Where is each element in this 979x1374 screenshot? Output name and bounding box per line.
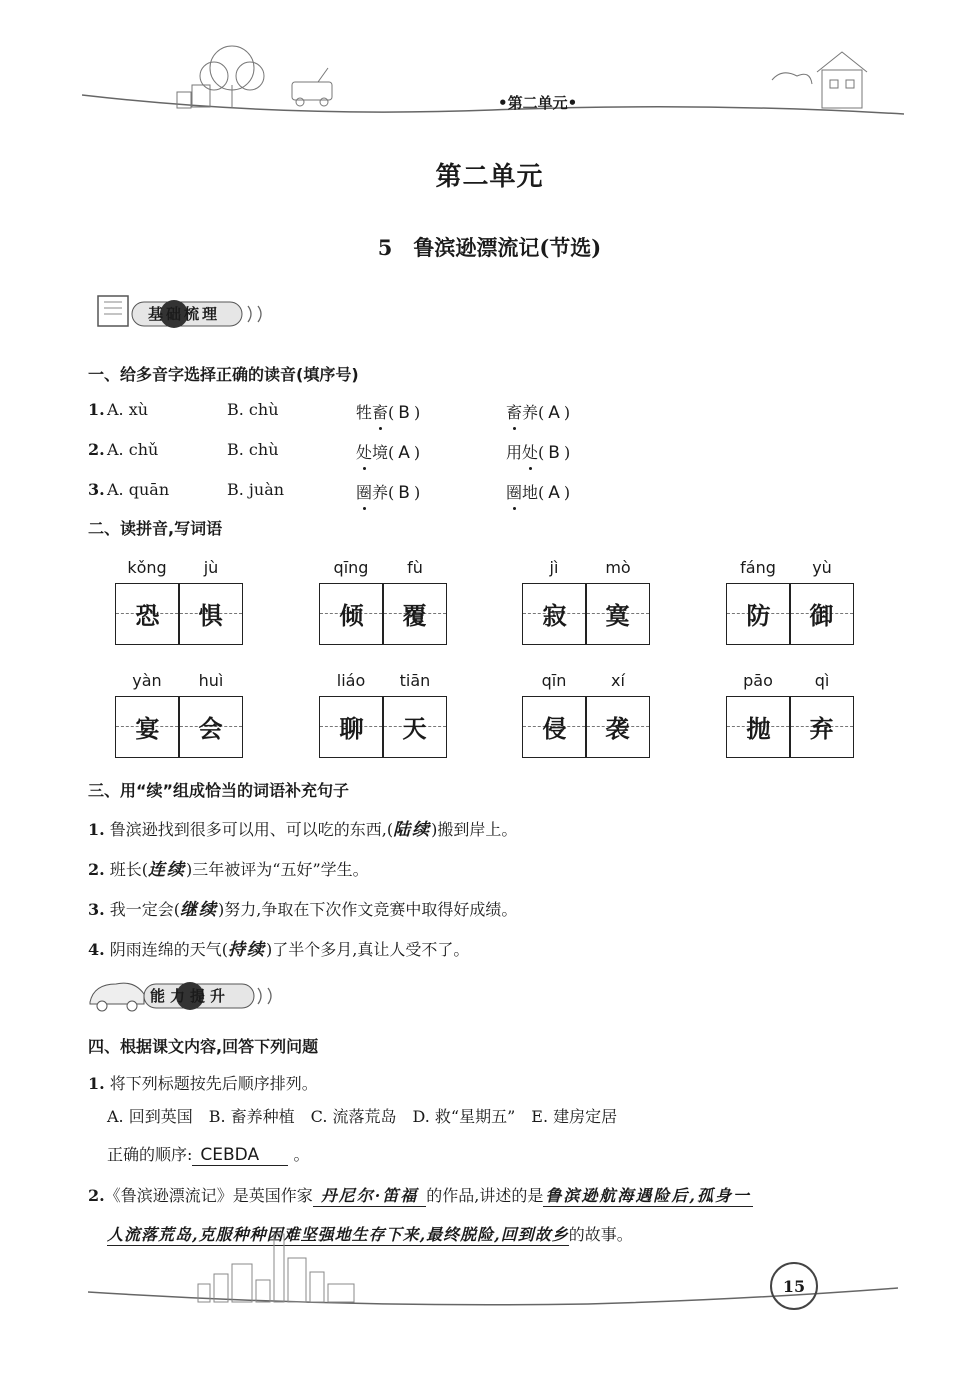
option-a: A. xù	[107, 400, 149, 419]
page-number: 15	[770, 1262, 818, 1310]
character: 天	[402, 714, 427, 743]
character: 袭	[605, 714, 630, 743]
car-illustration	[292, 68, 332, 106]
pinyin: jù	[203, 558, 219, 577]
answer: 持续	[228, 940, 267, 960]
character: 侵	[542, 714, 567, 743]
answer: 连续	[148, 860, 187, 880]
character-box	[319, 696, 447, 758]
word-1: 处境( A )	[356, 440, 420, 463]
character: 防	[746, 601, 771, 630]
option-b: B. chù	[227, 400, 279, 419]
character: 恐	[135, 601, 160, 630]
badge-basic: 基础梳理	[148, 305, 221, 323]
pinyin: huì	[198, 671, 224, 690]
pinyin: yàn	[132, 671, 162, 690]
house-illustration	[772, 52, 867, 108]
character: 宴	[135, 714, 160, 743]
answer: A	[548, 403, 560, 423]
character-box	[726, 583, 854, 645]
pinyin: fáng	[740, 558, 776, 577]
order-answer: CEBDA	[192, 1145, 288, 1166]
section4-title: 四、根据课文内容,回答下列问题	[88, 1037, 319, 1056]
section1-title: 一、给多音字选择正确的读音(填序号)	[88, 365, 359, 384]
row-number: 1.	[88, 400, 105, 419]
section3-item: 4. 阴雨连绵的天气(持续)了半个多月,真让人受不了。	[88, 940, 470, 960]
answer: 陆续	[393, 820, 432, 840]
pinyin: qīn	[541, 671, 567, 690]
option-a: A. chǔ	[107, 440, 159, 459]
character: 会	[198, 714, 223, 743]
answer: A	[398, 443, 410, 463]
character: 御	[809, 601, 834, 630]
lesson-title: 5 鲁滨逊漂流记(节选)	[377, 235, 602, 260]
option-a: A. quān	[107, 480, 170, 499]
pinyin: jì	[549, 558, 559, 577]
character: 覆	[402, 601, 427, 630]
pinyin: tiān	[399, 671, 431, 690]
story-answer-line2: 人流落荒岛,克服种种困难坚强地生存下来,最终脱险,回到故乡	[107, 1222, 569, 1246]
answer: B	[548, 443, 560, 463]
pinyin: liáo	[336, 671, 366, 690]
row-number: 3.	[88, 480, 105, 499]
badge-ability: 能力提升	[150, 987, 231, 1005]
header-decoration	[82, 40, 904, 122]
character-box	[115, 583, 243, 645]
option-b: B. juàn	[227, 480, 285, 499]
character-box	[115, 696, 243, 758]
tree-illustration	[177, 46, 264, 108]
pinyin: qì	[814, 671, 830, 690]
story-answer-line1: 鲁滨逊航海遇险后,孤身一	[543, 1183, 753, 1207]
character-box	[319, 583, 447, 645]
header-unit-label: •第二单元•	[498, 94, 578, 112]
pinyin: qīng	[333, 558, 369, 577]
answer: A	[548, 483, 560, 503]
pinyin: yù	[812, 558, 832, 577]
pinyin: mò	[605, 558, 631, 577]
q1-text: 1. 将下列标题按先后顺序排列。	[88, 1074, 318, 1093]
section3-item: 2. 班长(连续)三年被评为“五好”学生。	[88, 860, 369, 880]
row-number: 2.	[88, 440, 105, 459]
option-b: B. chù	[227, 440, 279, 459]
word-2: 畜养( A )	[506, 400, 570, 423]
character-box	[522, 696, 650, 758]
q2-line2: 人流落荒岛,克服种种困难坚强地生存下来,最终脱险,回到故乡的故事。	[107, 1222, 633, 1246]
character: 抛	[746, 714, 771, 743]
word-1: 牲畜( B )	[356, 400, 420, 423]
character: 聊	[339, 714, 364, 743]
pinyin: fù	[407, 558, 423, 577]
q1-options: A. 回到英国 B. 畜养种植 C. 流落荒岛 D. 救“星期五” E. 建房定居	[107, 1107, 618, 1126]
character-box	[726, 696, 854, 758]
character-box	[522, 583, 650, 645]
word-2: 用处( B )	[506, 440, 570, 463]
answer: B	[398, 403, 410, 423]
character: 倾	[339, 601, 364, 630]
pinyin: kǒng	[127, 558, 167, 577]
author-answer: 丹尼尔·笛福	[313, 1183, 427, 1207]
word-2: 圈地( A )	[506, 480, 570, 503]
answer: 继续	[180, 900, 219, 920]
section3-item: 1. 鲁滨逊找到很多可以用、可以吃的东西,(陆续)搬到岸上。	[88, 820, 518, 840]
pinyin: xí	[611, 671, 625, 690]
pinyin: pāo	[743, 671, 773, 690]
q1-order: 正确的顺序: CEBDA 。	[107, 1145, 310, 1165]
character: 寞	[605, 601, 630, 630]
section2-title: 二、读拼音,写词语	[88, 519, 223, 538]
word-1: 圈养( B )	[356, 480, 420, 503]
answer: B	[398, 483, 410, 503]
section3-item: 3. 我一定会(继续)努力,争取在下次作文竞赛中取得好成绩。	[88, 900, 518, 920]
q2-line1: 2.《鲁滨逊漂流记》是英国作家 丹尼尔·笛福 的作品,讲述的是 鲁滨逊航海遇险后,孤身一	[88, 1183, 753, 1207]
section3-title: 三、用“续”组成恰当的词语补充句子	[88, 781, 350, 800]
character: 寂	[542, 601, 567, 630]
character: 弃	[809, 714, 834, 743]
unit-title: 第二单元	[435, 162, 544, 192]
city-skyline-illustration	[198, 1234, 354, 1302]
character: 惧	[198, 601, 223, 630]
